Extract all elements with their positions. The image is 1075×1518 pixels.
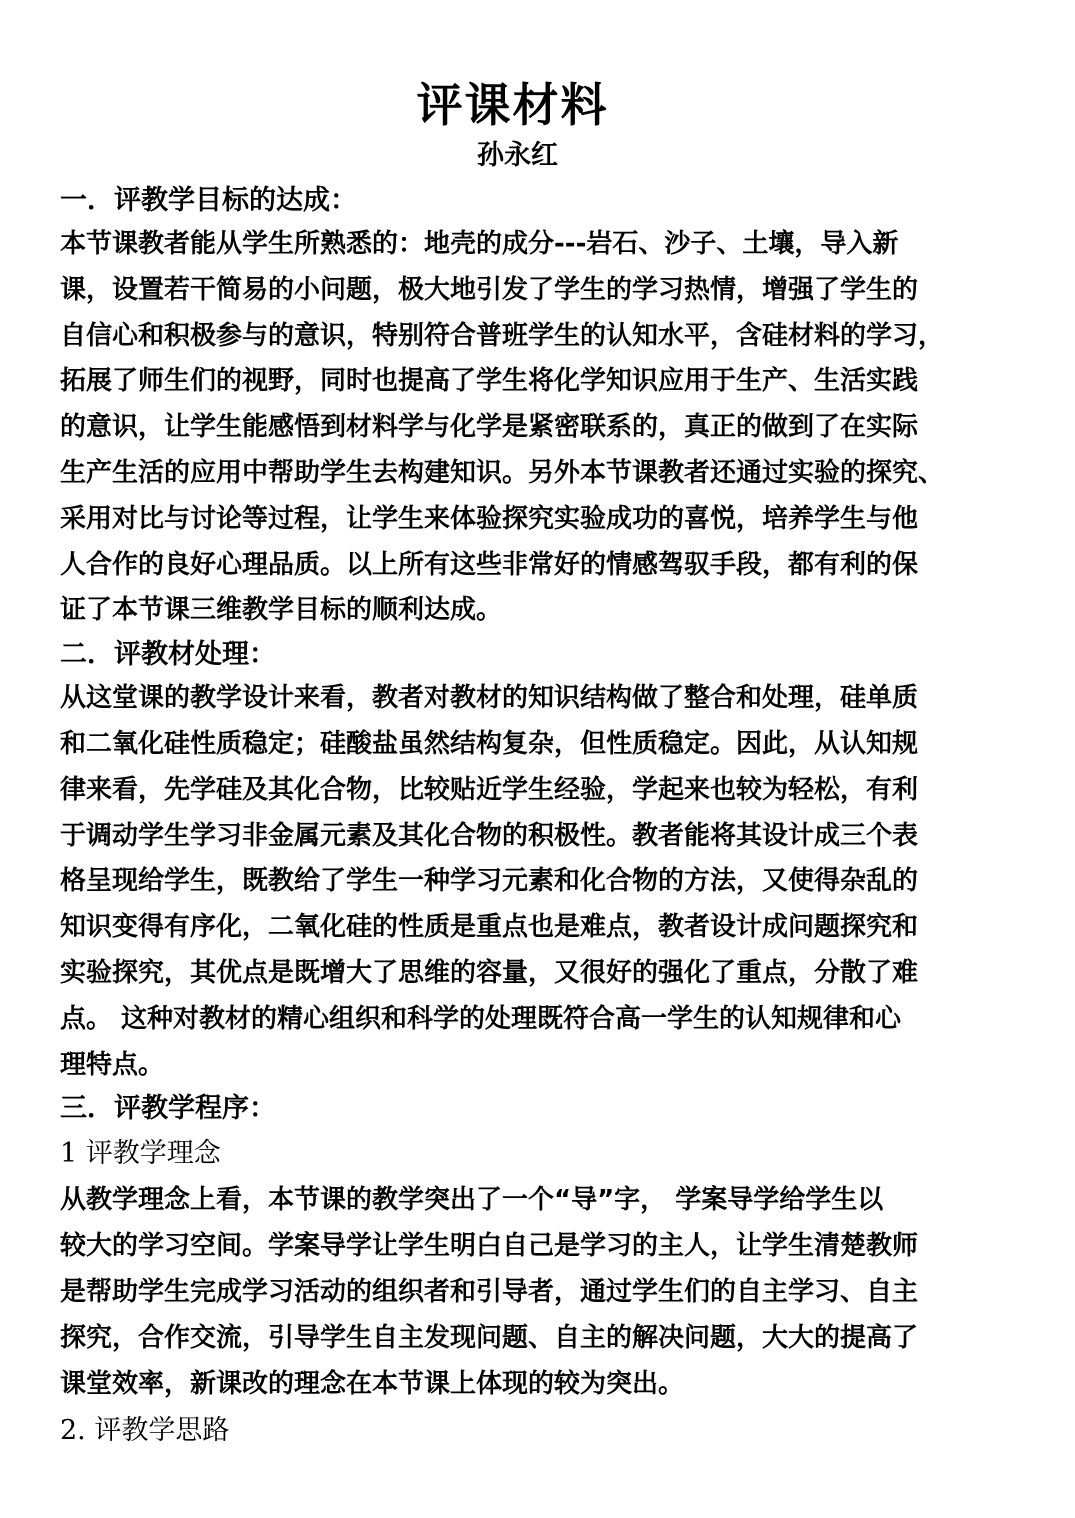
- text-line: 从这堂课的教学设计来看，教者对教材的知识结构做了整合和处理，硅单质: [60, 683, 919, 714]
- author-name: 孙永红: [477, 140, 558, 171]
- text-line: 较大的学习空间。学案导学让学生明白自己是学习的主人，让学生清楚教师: [60, 1231, 919, 1262]
- text-line: 律来看，先学硅及其化合物，比较贴近学生经验，学起来也较为轻松，有利: [60, 774, 919, 805]
- text-line: 本节课教者能从学生所熟悉的：地壳的成分---岩石、沙子、土壤，导入新: [60, 229, 899, 259]
- paragraph-teaching-philosophy: [60, 1178, 1018, 1407]
- text-line: 的意识，让学生能感悟到材料学与化学是紧密联系的，真正的做到了在实际: [60, 412, 919, 443]
- text-line: 和二氧化硅性质稳定；硅酸盐虽然结构复杂，但性质稳定。因此，从认知规: [60, 728, 919, 759]
- text-line: 课堂效率，新课改的理念在本节课上体现的较为突出。: [60, 1368, 685, 1399]
- text-line: 是帮助学生完成学习活动的组织者和引导者，通过学生们的自主学习、自主: [60, 1276, 919, 1307]
- text-line: 从教学理念上看，本节课的教学突出了一个“导”字， 学案导学给学生以: [60, 1185, 884, 1216]
- text-line: 拓展了师生们的视野，同时也提高了学生将化学知识应用于生产、生活实践: [60, 366, 919, 397]
- text-line: 采用对比与讨论等过程，让学生来体验探究实验成功的喜悦，培养学生与他: [60, 503, 919, 534]
- text-line: 自信心和积极参与的意识，特别符合普班学生的认知水平，含硅材料的学习，: [60, 320, 945, 351]
- text-line: 格呈现给学生，既教给了学生一种学习元素和化合物的方法，又使得杂乱的: [60, 866, 919, 897]
- text-line: 实验探究，其优点是既增大了思维的容量，又很好的强化了重点，分散了难: [60, 957, 919, 988]
- text-line: 人合作的良好心理品质。以上所有这些非常好的情感驾驭手段，都有利的保: [60, 549, 919, 580]
- text-line: 知识变得有序化，二氧化硅的性质是重点也是难点，教者设计成问题探究和: [60, 912, 919, 943]
- text-line: 课，设置若干简易的小问题，极大地引发了学生的学习热情，增强了学生的: [60, 274, 919, 305]
- text-line: 探究，合作交流，引导学生自主发现问题、自主的解决问题，大大的提高了: [60, 1322, 919, 1353]
- subheading-number: 1: [60, 1138, 78, 1170]
- subheading-teaching-philosophy: [60, 1130, 1018, 1178]
- document-body: [60, 180, 1018, 1455]
- text-line: 于调动学生学习非金属元素及其化合物的积极性。教者能将其设计成三个表: [60, 820, 919, 851]
- text-line: 证了本节课三维教学目标的顺利达成。: [60, 595, 503, 626]
- text-line: 理特点。: [60, 1049, 165, 1080]
- section-heading-goals: 一．评教学目标的达成：: [60, 185, 357, 216]
- page-title: 评课材料: [416, 78, 609, 132]
- paragraph-goals: [60, 222, 1018, 634]
- paragraph-materials: [60, 676, 1018, 1088]
- subheading-number: 2.: [60, 1415, 86, 1447]
- section-heading-procedure: 三．评教学程序：: [60, 1093, 276, 1125]
- section-heading-materials: 二．评教材处理：: [60, 639, 276, 671]
- subheading-label: 评教学理念: [85, 1138, 221, 1170]
- subheading-teaching-approach: [60, 1407, 1018, 1455]
- text-line: 生产生活的应用中帮助学生去构建知识。另外本节课教者还通过实验的探究、: [60, 457, 945, 488]
- text-line: 点。 这种对教材的精心组织和科学的处理既符合高一学生的认知规律和心: [60, 1003, 902, 1034]
- subheading-label: 评教学思路: [94, 1415, 230, 1447]
